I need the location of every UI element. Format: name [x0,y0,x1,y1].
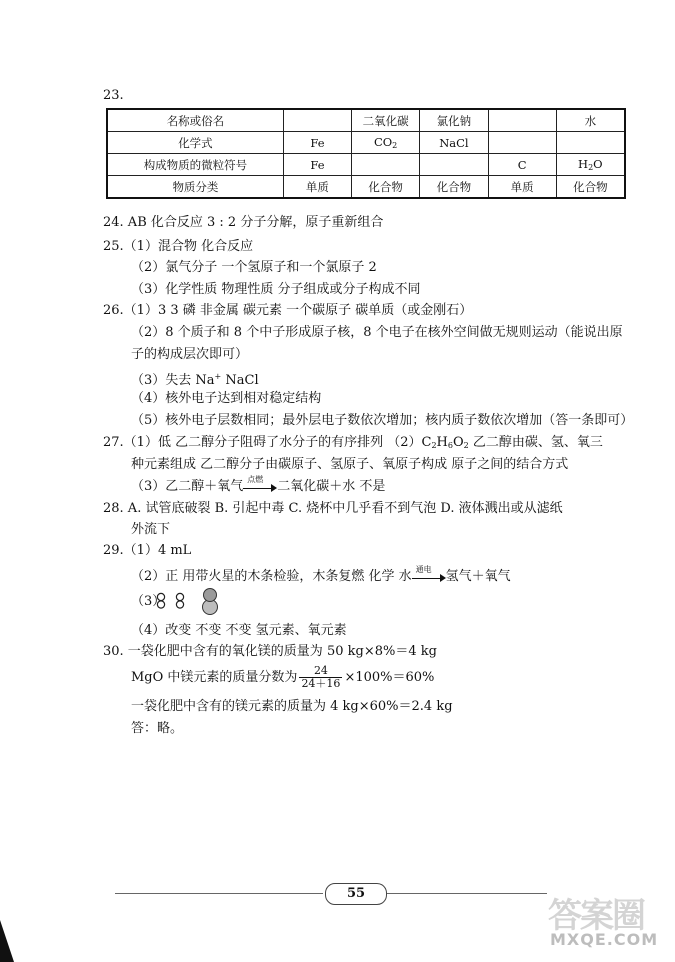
table-cell [556,132,625,154]
scan-corner-shadow [0,920,14,962]
table-cell [488,109,556,132]
answer-29-4: （4）改变 不变 不变 氢元素、氧元素 [131,623,347,638]
footer-rule-right [387,893,547,894]
answer-27-3 [131,474,386,496]
answer-28b: 外流下 [131,522,171,537]
answer-29-3-label: （3） [131,594,166,609]
table-row-header: 物质分类 [107,176,283,199]
answer-26-4: （4）核外电子达到相对稳定结构 [131,391,322,406]
table-cell: 化合物 [420,176,488,199]
formula-element: O [452,435,464,450]
answer-27-1b: 种元素组成 乙二醇分子由碳原子、氢原子、氧原子构成 原子之间的结合方式 [131,457,569,472]
answer-30-2-text: MgO 中镁元素的质量分数为 [131,670,298,685]
question-23-table [106,108,626,199]
table-cell: 氯化钠 [420,109,488,132]
answer-30-2 [131,665,434,690]
answer-28a: 28. A. 试管底破裂 B. 引起中毒 C. 烧杯中几乎看不到气泡 D. 液体溅出或从滤纸 [103,501,563,516]
answer-26-5: （5）核外电子层数相同；最外层电子数依次增加；核内质子数依次增加（答一条即可） [131,413,634,428]
formula-element: H [436,435,448,450]
reaction-reactants: （3）乙二醇＋氧气 [131,479,244,494]
table-cell: NaCl [420,132,488,154]
answer-30-2-tail: ×100%＝60% [344,670,435,685]
site-watermark [548,888,668,954]
table-cell: 二氧化碳 [351,109,419,132]
table-row-row-name [107,109,625,132]
formula-subscript: 2 [463,441,469,450]
reaction-condition: 点燃 [247,474,264,484]
table-cell: 单质 [283,176,351,199]
table-cell: 水 [556,109,625,132]
table-cell: Fe [283,154,351,176]
page-number: 55 [325,883,387,905]
answer-27-1-tail: 乙二醇由碳、氢、氧三 [468,435,603,450]
table-cell: Fe [283,132,351,154]
footer-rule-left [115,893,323,894]
water-molecule-icon [203,589,218,615]
answer-26-3 [131,368,259,390]
table-cell [351,154,419,176]
fraction [299,665,342,690]
answer-25-1: 25.（1）混合物 化合反应 [103,239,254,254]
table-row-row-formula [107,132,625,154]
table-cell [420,154,488,176]
table-cell [283,109,351,132]
table-row-header: 名称或俗名 [107,109,283,132]
watermark-logo-text: 答案圈 [548,896,644,936]
answer-26-3-text: （3）失去 Na [131,373,215,388]
reaction-products: 氢气＋氧气 [445,569,511,584]
answer-30-1: 30. 一袋化肥中含有的氧化镁的质量为 50 kg×8%＝4 kg [103,644,437,659]
answer-29-2 [131,564,511,586]
hydrogen-molecule-icon [157,593,164,608]
formula-subscript: 2 [431,441,437,450]
answer-26-2a: （2）8 个质子和 8 个中子形成原子核，8 个电子在核外空间做无规则运动（能说出原 [131,325,623,340]
watermark-url: MXQE.COM [550,930,659,949]
table-cell: 单质 [488,176,556,199]
answer-27-1-text: 27.（1）低 乙二醇分子阻碍了水分子的有序排列 （2）C [103,435,432,450]
reaction-arrow-icon [243,474,277,494]
table-cell: $H_2O$ [556,154,625,176]
electrolysis-arrow-icon [412,564,446,584]
answer-29-1: 29.（1）4 mL [103,543,192,558]
table-cell: 化合物 [351,176,419,199]
answer-26-1: 26.（1）3 3 磷 非金属 碳元素 一个碳原子 碳单质（或金刚石） [103,303,473,318]
formula-subscript: 6 [447,441,453,450]
reaction-products: 二氧化碳＋水 不是 [277,479,386,494]
answer-24: 24. AB 化合反应 3 : 2 分子分解，原子重新组合 [103,215,384,230]
answer-25-3: （3）化学性质 物理性质 分子组成或分子构成不同 [131,282,421,297]
answer-30-4: 答：略。 [131,721,184,736]
answer-26-3-tail: NaCl [221,373,259,388]
ion-charge-superscript: + [214,372,222,381]
answer-25-2: （2）氯气分子 一个氢原子和一个氯原子 2 [131,260,377,275]
answer-26-2b: 子的构成层次即可） [131,347,249,362]
answer-29-2-text: （2）正 用带火星的木条检验，木条复燃 化学 水 [131,569,412,584]
table-cell: $CO_2$ [351,132,419,154]
fraction-denominator: 24＋16 [301,677,341,690]
table-cell: C [488,154,556,176]
oxygen-molecule-icon [176,593,183,608]
table-cell: 化合物 [556,176,625,199]
table-cell [488,132,556,154]
table-row-row-particle [107,154,625,176]
fraction-numerator: 24 [299,665,342,678]
reaction-condition: 通电 [415,564,432,574]
molecule-models-icon [154,586,224,620]
question-23-number: 23. [103,88,124,103]
answer-27-1 [103,434,603,455]
table-row-row-category [107,176,625,199]
table-row-header: 化学式 [107,132,283,154]
answer-30-3: 一袋化肥中含有的镁元素的质量为 4 kg×60%＝2.4 kg [131,699,453,714]
table-row-header: 构成物质的微粒符号 [107,154,283,176]
